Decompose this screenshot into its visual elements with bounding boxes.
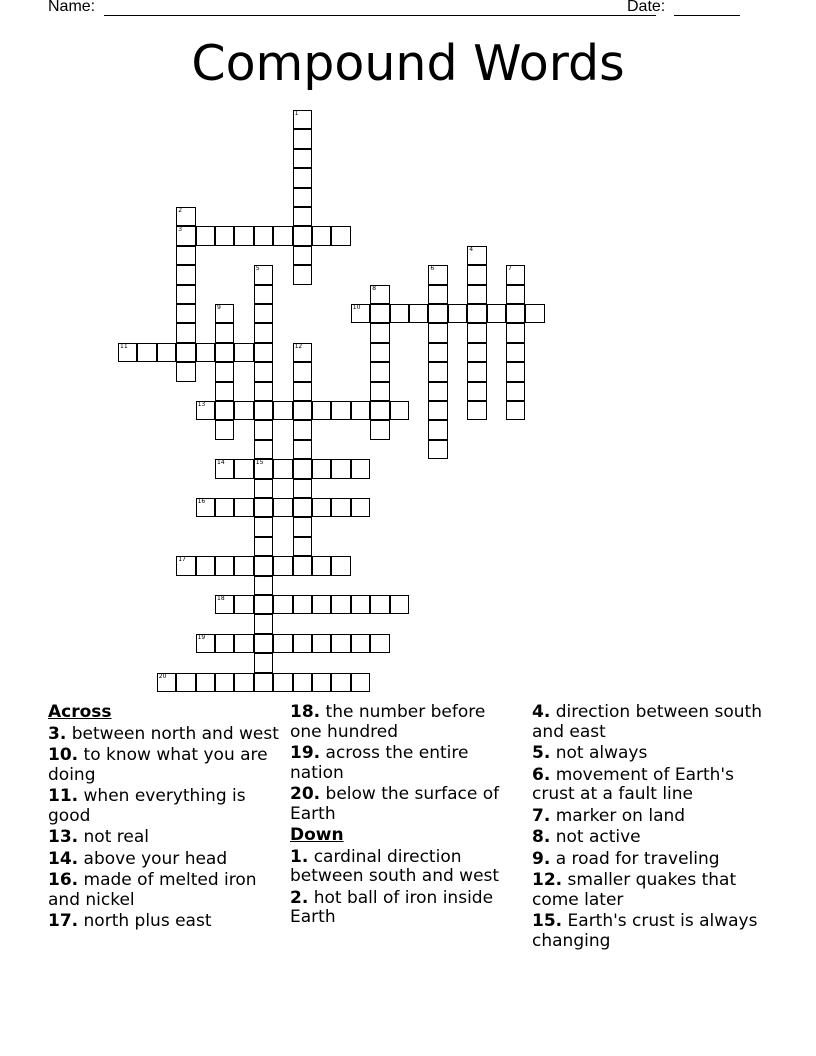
clue-number: 9. — [532, 848, 551, 869]
grid-cell[interactable] — [254, 614, 273, 633]
across-clue — [48, 828, 284, 848]
grid-cell[interactable] — [254, 440, 273, 459]
grid-cell[interactable] — [331, 226, 350, 245]
grid-cell[interactable] — [293, 129, 312, 148]
grid-cell[interactable] — [196, 556, 215, 575]
grid-cell[interactable] — [293, 188, 312, 207]
grid-cell[interactable] — [176, 246, 195, 265]
grid-cell[interactable] — [234, 401, 253, 420]
grid-cell[interactable] — [254, 323, 273, 342]
clue-number: 5. — [532, 743, 551, 763]
across-clue — [48, 850, 284, 870]
grid-cell[interactable] — [370, 382, 389, 401]
clue-number: 20. — [290, 784, 321, 804]
grid-cell[interactable] — [254, 634, 273, 653]
grid-cell[interactable] — [234, 226, 253, 245]
grid-cell[interactable] — [506, 285, 525, 304]
grid-cell[interactable] — [487, 304, 506, 323]
grid-cell[interactable] — [467, 285, 486, 304]
grid-cell[interactable] — [467, 304, 486, 323]
cell-number: 7 — [508, 265, 512, 273]
grid-cell[interactable] — [234, 634, 253, 653]
grid-cell[interactable] — [293, 382, 312, 401]
grid-cell[interactable] — [312, 595, 331, 614]
clue-text: cardinal direction between south and west — [290, 846, 500, 886]
grid-cell[interactable] — [254, 382, 273, 401]
grid-cell[interactable] — [312, 498, 331, 517]
cell-number: 1 — [294, 110, 299, 117]
down-clue — [532, 766, 768, 805]
grid-cell[interactable] — [351, 401, 370, 420]
across-clue — [290, 744, 522, 783]
clue-number: 3. — [48, 723, 67, 744]
grid-cell[interactable] — [448, 304, 467, 323]
cell-number: 12 — [294, 342, 303, 350]
date-label: Date: — [627, 0, 666, 15]
cell-number: 9 — [217, 304, 221, 311]
clues-column-2 — [290, 703, 522, 930]
grid-cell[interactable] — [234, 556, 253, 575]
clue-text: above your head — [83, 848, 228, 869]
grid-cell[interactable] — [312, 226, 331, 245]
grid-cell[interactable] — [506, 401, 525, 420]
down-heading: Down — [290, 825, 344, 845]
grid-cell[interactable] — [293, 537, 312, 556]
grid-cell[interactable] — [409, 304, 428, 323]
grid-cell[interactable] — [293, 479, 312, 498]
grid-cell[interactable] — [157, 343, 176, 362]
clue-text: smaller quakes that come later — [532, 870, 737, 910]
grid-cell[interactable] — [254, 517, 273, 536]
grid-cell[interactable] — [331, 459, 350, 478]
clue-text: marker on land — [555, 805, 686, 826]
grid-cell[interactable] — [467, 323, 486, 342]
grid-cell[interactable] — [331, 401, 350, 420]
grid-cell[interactable] — [176, 556, 195, 575]
grid-cell[interactable] — [215, 556, 234, 575]
clue-text: not always — [555, 743, 648, 763]
clue-text: not real — [83, 827, 149, 847]
grid-cell[interactable] — [293, 459, 312, 478]
grid-cell[interactable] — [293, 517, 312, 536]
grid-cell[interactable] — [176, 673, 195, 692]
cell-number: 15 — [255, 459, 264, 467]
grid-cell[interactable] — [312, 634, 331, 653]
grid-cell[interactable] — [293, 226, 312, 245]
grid-cell[interactable] — [467, 382, 486, 401]
clue-text: Earth's crust is always changing — [532, 911, 758, 951]
page-title: Compound Words — [191, 35, 625, 92]
clue-text: between north and west — [71, 723, 279, 744]
clue-number: 19. — [290, 743, 321, 763]
down-clue — [532, 871, 768, 910]
down-clue — [532, 850, 768, 870]
clue-text: across the entire nation — [290, 743, 469, 783]
clue-text: direction between south and east — [532, 702, 762, 742]
grid-cell[interactable] — [428, 265, 447, 284]
grid-cell[interactable] — [273, 459, 292, 478]
grid-cell[interactable] — [176, 226, 195, 245]
cell-number: 4 — [469, 245, 474, 253]
grid-cell[interactable] — [293, 207, 312, 226]
down-clue — [532, 703, 768, 742]
clue-number: 15. — [532, 911, 563, 931]
clue-number: 13. — [48, 827, 79, 847]
grid-cell[interactable] — [254, 576, 273, 595]
grid-cell[interactable] — [196, 673, 215, 692]
grid-cell[interactable] — [467, 362, 486, 381]
grid-cell[interactable] — [370, 420, 389, 439]
grid-cell[interactable] — [254, 556, 273, 575]
grid-cell[interactable] — [293, 595, 312, 614]
grid-cell[interactable] — [234, 595, 253, 614]
clues-column-3 — [532, 703, 768, 953]
grid-cell[interactable] — [176, 343, 195, 362]
grid-cell[interactable] — [215, 323, 234, 342]
grid-cell[interactable] — [215, 343, 234, 362]
clue-number: 6. — [532, 764, 551, 785]
cell-number: 17 — [178, 556, 186, 564]
grid-cell[interactable] — [351, 673, 370, 692]
grid-cell[interactable] — [254, 226, 273, 245]
grid-cell[interactable] — [196, 343, 215, 362]
grid-cell[interactable] — [254, 537, 273, 556]
grid-cell[interactable] — [273, 556, 292, 575]
grid-cell[interactable] — [351, 498, 370, 517]
grid-cell[interactable] — [157, 673, 176, 692]
down-clue — [532, 744, 768, 764]
grid-cell[interactable] — [293, 673, 312, 692]
grid-cell[interactable] — [312, 401, 331, 420]
grid-cell[interactable] — [370, 634, 389, 653]
across-heading: Across — [48, 702, 112, 722]
grid-cell[interactable] — [273, 401, 292, 420]
grid-cell[interactable] — [293, 634, 312, 653]
grid-cell[interactable] — [176, 304, 195, 323]
grid-cell[interactable] — [196, 498, 215, 517]
across-clue — [48, 912, 284, 932]
cell-number: 3 — [178, 226, 183, 234]
cell-number: 8 — [372, 284, 377, 292]
grid-cell[interactable] — [293, 343, 312, 362]
grid-cell[interactable] — [293, 498, 312, 517]
grid-cell[interactable] — [254, 459, 273, 478]
grid-cell[interactable] — [370, 401, 389, 420]
grid-cell[interactable] — [428, 401, 447, 420]
grid-cell[interactable] — [215, 382, 234, 401]
grid-cell[interactable] — [293, 168, 312, 187]
across-clue — [290, 703, 522, 742]
grid-cell[interactable] — [254, 401, 273, 420]
clue-text: not active — [555, 827, 641, 847]
cell-number: 5 — [255, 265, 260, 273]
grid-cell[interactable] — [293, 246, 312, 265]
clue-number: 16. — [48, 870, 79, 890]
grid-cell[interactable] — [370, 285, 389, 304]
grid-cell[interactable] — [467, 343, 486, 362]
grid-cell[interactable] — [254, 265, 273, 284]
grid-cell[interactable] — [176, 323, 195, 342]
clue-number: 4. — [532, 702, 551, 722]
grid-cell[interactable] — [118, 343, 137, 362]
clue-number: 1. — [290, 846, 309, 867]
grid-cell[interactable] — [137, 343, 156, 362]
clue-text: below the surface of Earth — [290, 784, 500, 824]
grid-cell[interactable] — [293, 440, 312, 459]
across-clue — [48, 787, 284, 826]
grid-cell[interactable] — [351, 459, 370, 478]
grid-cell[interactable] — [331, 556, 350, 575]
grid-cell[interactable] — [234, 343, 253, 362]
grid-cell[interactable] — [293, 362, 312, 381]
clue-text: made of melted iron and nickel — [48, 870, 257, 910]
grid-cell[interactable] — [234, 498, 253, 517]
grid-cell[interactable] — [254, 595, 273, 614]
grid-cell[interactable] — [215, 498, 234, 517]
grid-cell[interactable] — [506, 304, 525, 323]
clue-text: movement of Earth's crust at a fault line — [532, 764, 734, 804]
grid-cell[interactable] — [467, 265, 486, 284]
grid-cell[interactable] — [196, 226, 215, 245]
grid-cell[interactable] — [312, 556, 331, 575]
grid-cell[interactable] — [331, 498, 350, 517]
grid-cell[interactable] — [215, 459, 234, 478]
grid-cell[interactable] — [234, 459, 253, 478]
clue-text: north plus east — [83, 911, 212, 931]
clue-number: 8. — [532, 827, 551, 847]
clue-number: 11. — [48, 786, 79, 806]
cell-number: 16 — [197, 498, 206, 505]
grid-cell[interactable] — [428, 382, 447, 401]
grid-cell[interactable] — [254, 479, 273, 498]
cell-number: 2 — [178, 207, 183, 214]
clue-text: when everything is good — [48, 786, 246, 826]
grid-cell[interactable] — [370, 304, 389, 323]
grid-cell[interactable] — [273, 498, 292, 517]
grid-cell[interactable] — [215, 401, 234, 420]
grid-cell[interactable] — [254, 498, 273, 517]
clue-text: a road for traveling — [555, 848, 720, 869]
down-clue — [290, 848, 522, 887]
grid-cell[interactable] — [312, 459, 331, 478]
grid-cell[interactable] — [196, 401, 215, 420]
grid-cell[interactable] — [254, 285, 273, 304]
grid-cell[interactable] — [176, 362, 195, 381]
grid-cell[interactable] — [293, 265, 312, 284]
grid-cell[interactable] — [351, 304, 370, 323]
grid-cell[interactable] — [293, 401, 312, 420]
grid-cell[interactable] — [293, 110, 312, 129]
clues-column-1 — [48, 703, 284, 934]
grid-cell[interactable] — [428, 323, 447, 342]
grid-cell[interactable] — [428, 285, 447, 304]
grid-cell[interactable] — [370, 323, 389, 342]
grid-cell[interactable] — [525, 304, 544, 323]
grid-cell[interactable] — [390, 304, 409, 323]
grid-cell[interactable] — [506, 265, 525, 284]
down-clue — [532, 828, 768, 848]
grid-cell[interactable] — [215, 362, 234, 381]
grid-cell[interactable] — [176, 207, 195, 226]
clue-number: 18. — [290, 702, 321, 722]
grid-cell[interactable] — [506, 343, 525, 362]
grid-cell[interactable] — [215, 634, 234, 653]
clue-number: 14. — [48, 848, 79, 869]
grid-cell[interactable] — [176, 285, 195, 304]
grid-cell[interactable] — [312, 673, 331, 692]
down-clue — [290, 889, 522, 928]
clue-text: hot ball of iron inside Earth — [290, 887, 494, 927]
name-label: Name: — [48, 0, 96, 15]
grid-cell[interactable] — [254, 673, 273, 692]
grid-cell[interactable] — [215, 420, 234, 439]
grid-cell[interactable] — [293, 149, 312, 168]
grid-cell[interactable] — [254, 420, 273, 439]
grid-cell[interactable] — [390, 401, 409, 420]
cell-number: 18 — [217, 595, 225, 602]
grid-cell[interactable] — [254, 304, 273, 323]
grid-cell[interactable] — [370, 343, 389, 362]
grid-cell[interactable] — [215, 304, 234, 323]
grid-cell[interactable] — [390, 595, 409, 614]
clue-number: 10. — [48, 745, 79, 765]
down-clue — [532, 912, 768, 951]
across-clue — [48, 746, 284, 785]
grid-cell[interactable] — [293, 420, 312, 439]
grid-cell[interactable] — [254, 653, 273, 672]
grid-cell[interactable] — [428, 440, 447, 459]
clue-text: to know what you are doing — [48, 745, 268, 785]
grid-cell[interactable] — [215, 673, 234, 692]
grid-cell[interactable] — [234, 673, 253, 692]
grid-cell[interactable] — [331, 634, 350, 653]
grid-cell[interactable] — [331, 673, 350, 692]
clue-number: 12. — [532, 870, 563, 890]
grid-cell[interactable] — [331, 595, 350, 614]
grid-cell[interactable] — [273, 673, 292, 692]
grid-cell[interactable] — [254, 362, 273, 381]
across-clue — [290, 785, 522, 824]
grid-cell[interactable] — [273, 634, 292, 653]
grid-cell[interactable] — [370, 595, 389, 614]
grid-cell[interactable] — [428, 343, 447, 362]
grid-cell[interactable] — [273, 595, 292, 614]
grid-cell[interactable] — [293, 556, 312, 575]
grid-cell[interactable] — [428, 304, 447, 323]
cell-number: 11 — [120, 342, 128, 350]
clue-number: 2. — [290, 887, 309, 908]
grid-cell[interactable] — [176, 265, 195, 284]
grid-cell[interactable] — [215, 595, 234, 614]
grid-cell[interactable] — [506, 323, 525, 342]
cell-number: 6 — [430, 265, 435, 273]
grid-cell[interactable] — [506, 362, 525, 381]
cell-number: 10 — [352, 304, 361, 311]
down-clue — [532, 807, 768, 827]
clue-number: 7. — [532, 805, 551, 826]
across-clue — [48, 725, 284, 745]
clue-number: 17. — [48, 911, 79, 931]
cell-number: 20 — [158, 672, 167, 680]
grid-cell[interactable] — [254, 343, 273, 362]
grid-cell[interactable] — [370, 362, 389, 381]
cell-number: 13 — [197, 401, 206, 408]
grid-cell[interactable] — [428, 420, 447, 439]
grid-cell[interactable] — [351, 595, 370, 614]
grid-cell[interactable] — [215, 226, 234, 245]
grid-cell[interactable] — [351, 634, 370, 653]
grid-cell[interactable] — [467, 246, 486, 265]
grid-cell[interactable] — [506, 382, 525, 401]
grid-cell[interactable] — [467, 401, 486, 420]
clue-text: the number before one hundred — [290, 702, 486, 742]
grid-cell[interactable] — [273, 226, 292, 245]
across-clue — [48, 871, 284, 910]
cell-number: 14 — [217, 459, 225, 467]
cell-number: 19 — [197, 633, 206, 641]
grid-cell[interactable] — [196, 634, 215, 653]
grid-cell[interactable] — [428, 362, 447, 381]
